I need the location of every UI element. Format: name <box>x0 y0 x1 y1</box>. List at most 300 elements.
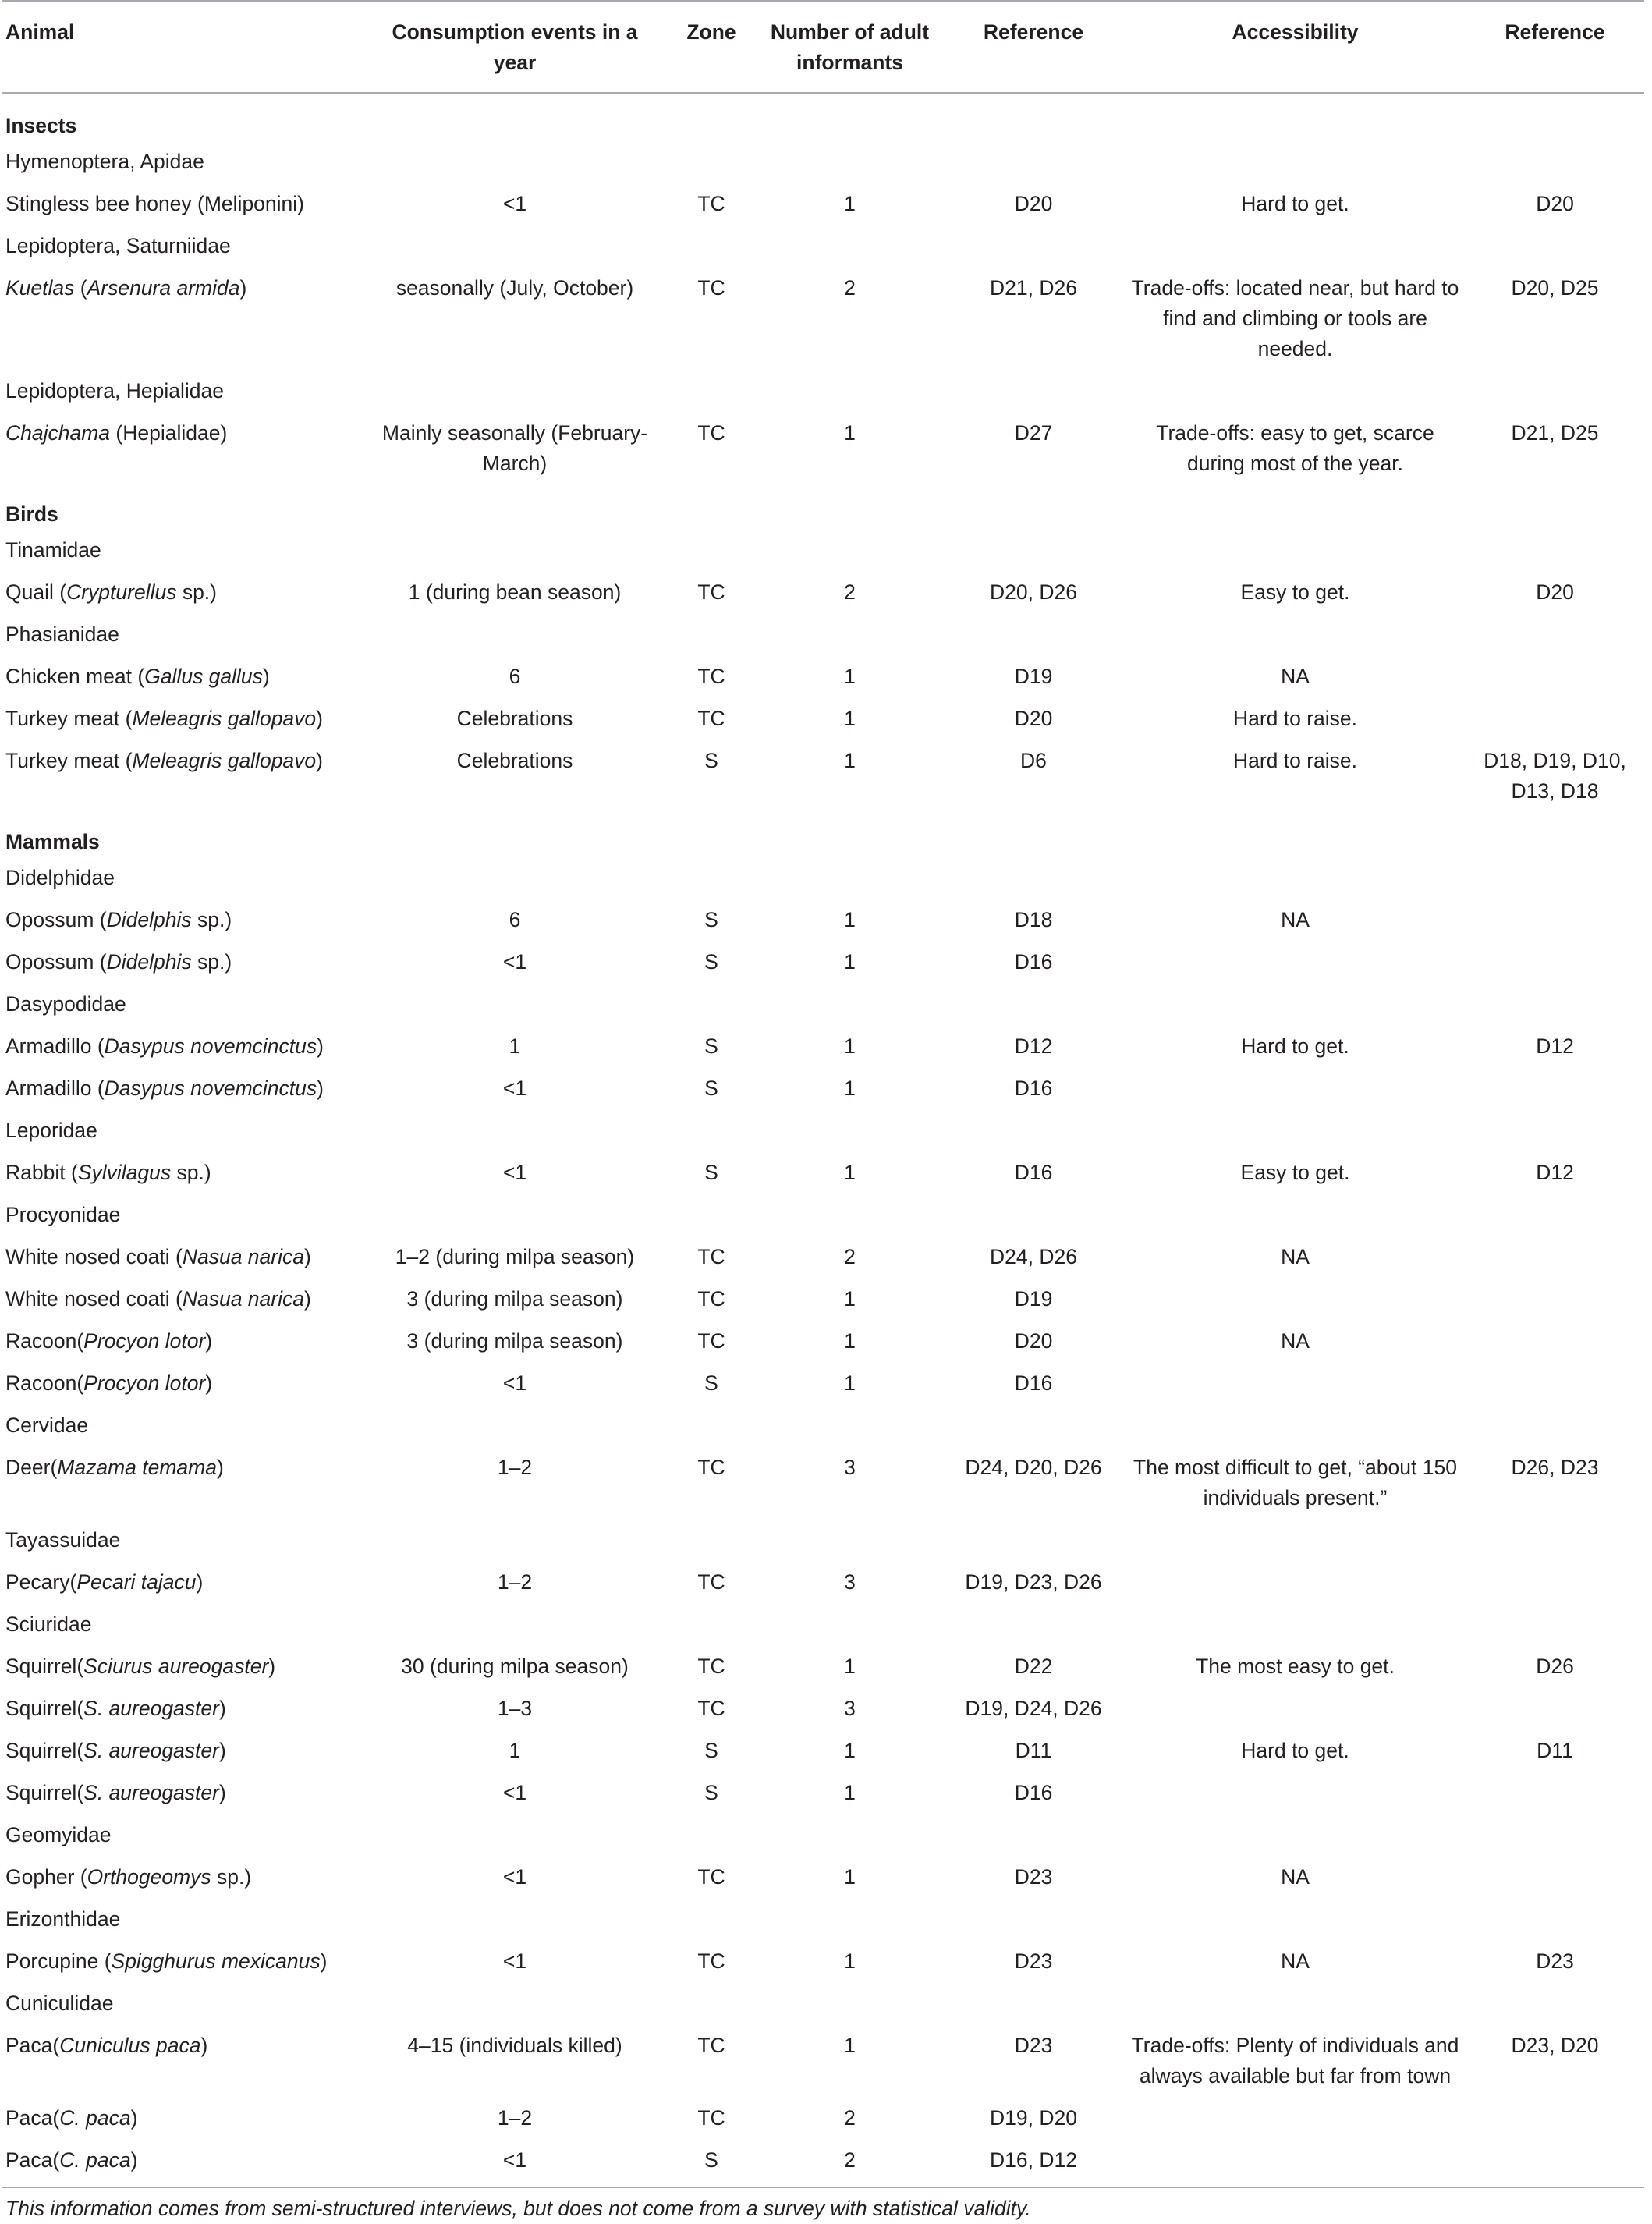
reference-cell: D23 <box>1014 1949 1053 1973</box>
accessibility-cell <box>1125 942 1466 984</box>
table-footnote: This information comes from semi-structured interviews, but does not come from a survey with statistical validity. <box>5 2197 1031 2220</box>
accessibility-cell: NA <box>1281 1865 1310 1889</box>
scientific-name: Nasua narica <box>182 1245 304 1268</box>
animal-name-text: Squirrel( <box>5 1739 84 1762</box>
family-label: Cuniculidae <box>5 1992 114 2015</box>
reference-cell: D19, D24, D26 <box>965 1697 1102 1720</box>
scientific-name: Dasypus novemcinctus <box>104 1034 317 1058</box>
animal-cell <box>2 2098 364 2140</box>
animal-name-text: Deer( <box>5 1456 58 1479</box>
zone-cell: TC <box>697 1245 725 1268</box>
header-reference-2: Reference <box>1466 1 1644 93</box>
zone-cell: S <box>704 950 718 974</box>
accessibility-cell <box>1125 1363 1466 1405</box>
animal-name-text: sp.) <box>191 908 232 931</box>
animal-cell <box>2 698 364 740</box>
reference-2-cell <box>1466 899 1644 942</box>
scientific-name: Spigghurus mexicanus <box>111 1949 321 1973</box>
table-row <box>2 1236 1644 1279</box>
animal-cell <box>2 899 364 942</box>
reference-cell: D16, D12 <box>990 2148 1077 2172</box>
table-row <box>2 1730 1644 1772</box>
table-row <box>2 1279 1644 1321</box>
reference-2-cell <box>1466 1562 1644 1604</box>
animal-name-text: ) <box>130 2148 138 2172</box>
scientific-name: Didelphis <box>106 950 192 974</box>
table-body <box>2 93 1644 2187</box>
animal-name-text: Rabbit ( <box>5 1161 78 1184</box>
animal-cell <box>2 1646 364 1688</box>
family-row <box>2 614 1644 656</box>
consumption-events-cell: <1 <box>502 1371 527 1395</box>
informants-cell: 2 <box>844 276 856 300</box>
accessibility-cell: NA <box>1281 1949 1310 1973</box>
animal-name-text: ) <box>130 2106 138 2130</box>
animal-cell <box>2 413 364 485</box>
accessibility-cell: NA <box>1281 1329 1310 1353</box>
accessibility-cell <box>1125 1772 1466 1814</box>
table-row <box>2 268 1644 371</box>
table-row <box>2 740 1644 813</box>
accessibility-cell: Easy to get. <box>1240 1161 1350 1184</box>
accessibility-cell: Trade-offs: located near, but hard to find and climbing or tools are needed. <box>1131 276 1459 360</box>
reference-cell: D16 <box>1014 950 1053 974</box>
reference-2-cell <box>1466 1772 1644 1814</box>
family-label: Dasypodidae <box>5 992 126 1016</box>
animal-cell <box>2 1068 364 1110</box>
consumption-events-cell: 1–2 <box>497 2106 533 2130</box>
animal-cell <box>2 1026 364 1068</box>
zone-cell: TC <box>697 665 725 688</box>
informants-cell: 1 <box>844 707 856 730</box>
animal-name-text: Quail ( <box>5 580 67 604</box>
scientific-name: Chajchama <box>5 421 111 445</box>
consumption-events-cell: <1 <box>502 192 527 215</box>
reference-cell: D19 <box>1014 1287 1053 1311</box>
reference-2-cell <box>1466 1857 1644 1899</box>
reference-2-cell: D23, D20 <box>1511 2034 1599 2057</box>
informants-cell: 1 <box>844 192 856 215</box>
animal-name-text: ) <box>196 1570 204 1594</box>
informants-cell: 1 <box>844 1034 856 1058</box>
consumption-events-cell: 1 <box>509 1739 521 1762</box>
animal-cell <box>2 1730 364 1772</box>
scientific-name: Nasua narica <box>182 1287 304 1311</box>
informants-cell: 1 <box>844 1287 856 1311</box>
family-row <box>2 1110 1644 1152</box>
table-row <box>2 1068 1644 1110</box>
animal-cell <box>2 1941 364 1983</box>
consumption-events-cell: 1–2 <box>497 1570 533 1594</box>
scientific-name: Arsenura armida <box>87 276 240 300</box>
animal-name-text: ) <box>216 1456 224 1479</box>
consumption-events-cell: <1 <box>502 1865 527 1889</box>
scientific-name: Procyon lotor <box>83 1371 206 1395</box>
reference-cell: D11 <box>1015 1739 1052 1762</box>
animal-name-text: sp.) <box>176 580 217 604</box>
animal-name-text: ) <box>218 1697 226 1720</box>
animal-name-text: Racoon( <box>5 1329 84 1353</box>
consumption-events-cell: Celebrations <box>456 749 573 772</box>
animal-name-text: Opossum ( <box>5 950 107 974</box>
animal-name-text: ) <box>262 665 270 688</box>
scientific-name: Pecari tajacu <box>76 1570 197 1594</box>
animal-name-text: sp.) <box>191 950 232 974</box>
reference-cell: D18 <box>1014 908 1053 931</box>
informants-cell: 1 <box>844 1655 856 1678</box>
reference-cell: D6 <box>1020 749 1047 772</box>
table-row <box>2 1363 1644 1405</box>
zone-cell: TC <box>697 1697 725 1720</box>
animal-name-text: ) <box>303 1287 311 1311</box>
informants-cell: 1 <box>844 2034 856 2057</box>
family-label: Procyonidae <box>5 1203 121 1226</box>
table-row <box>2 1026 1644 1068</box>
table-row <box>2 183 1644 225</box>
animal-name-text: Chicken meat ( <box>5 665 145 688</box>
reference-2-cell <box>1466 1688 1644 1730</box>
consumption-events-cell: 3 (during milpa season) <box>406 1287 623 1311</box>
animal-name-text: Pecary( <box>5 1570 77 1594</box>
reference-2-cell <box>1466 1279 1644 1321</box>
family-row <box>2 1604 1644 1646</box>
reference-cell: D22 <box>1014 1655 1053 1678</box>
zone-cell: TC <box>697 192 725 215</box>
table-row <box>2 899 1644 942</box>
scientific-name: Meleagris gallopavo <box>132 707 317 730</box>
accessibility-cell <box>1125 2098 1466 2140</box>
reference-cell: D19, D20 <box>990 2106 1077 2130</box>
reference-2-cell <box>1466 656 1644 698</box>
accessibility-cell: Hard to get. <box>1241 1739 1349 1762</box>
zone-cell: S <box>704 1077 718 1100</box>
consumption-events-cell: <1 <box>502 2148 527 2172</box>
informants-cell: 1 <box>844 1161 856 1184</box>
reference-cell: D20 <box>1014 707 1053 730</box>
family-label: Geomyidae <box>5 1823 112 1846</box>
table-row <box>2 1772 1644 1814</box>
informants-cell: 1 <box>844 421 856 445</box>
family-row <box>2 1405 1644 1447</box>
informants-cell: 1 <box>844 665 856 688</box>
family-label: Hymenoptera, Apidae <box>5 150 204 173</box>
family-label: Didelphidae <box>5 866 115 889</box>
animal-cell <box>2 183 364 225</box>
accessibility-cell: Trade-offs: Plenty of individuals and always available but far from town <box>1131 2034 1459 2087</box>
consumption-events-cell: seasonally (July, October) <box>395 276 634 300</box>
scientific-name: C. paca <box>59 2148 131 2172</box>
section-row <box>2 93 1644 141</box>
table-row <box>2 1941 1644 1983</box>
consumption-events-cell: 1 (during bean season) <box>408 580 622 604</box>
reference-cell: D19 <box>1014 665 1053 688</box>
consumption-events-cell: 1–2 <box>497 1456 533 1479</box>
table-row <box>2 1646 1644 1688</box>
reference-2-cell <box>1466 942 1644 984</box>
scientific-name: Procyon lotor <box>83 1329 206 1353</box>
animal-name-text: ) <box>268 1655 276 1678</box>
section-label: Insects <box>5 114 77 137</box>
informants-cell: 1 <box>844 950 856 974</box>
animal-cell <box>2 1279 364 1321</box>
informants-cell: 1 <box>844 908 856 931</box>
accessibility-cell <box>1125 1279 1466 1321</box>
consumption-table <box>2 0 1644 2188</box>
table-row <box>2 942 1644 984</box>
animal-name-text: ) <box>303 1245 311 1268</box>
scientific-name: Didelphis <box>106 908 192 931</box>
animal-cell <box>2 1236 364 1279</box>
animal-cell <box>2 1363 364 1405</box>
accessibility-cell <box>1125 2140 1466 2187</box>
informants-cell: 1 <box>844 1371 856 1395</box>
informants-cell: 2 <box>844 2106 856 2130</box>
family-label: Lepidoptera, Hepialidae <box>5 379 224 403</box>
scientific-name: Sciurus aureogaster <box>83 1655 269 1678</box>
accessibility-cell: NA <box>1281 908 1310 931</box>
accessibility-cell <box>1125 1688 1466 1730</box>
informants-cell: 3 <box>844 1697 856 1720</box>
zone-cell: TC <box>697 1570 725 1594</box>
zone-cell: TC <box>697 421 725 445</box>
reference-2-cell <box>1466 1236 1644 1279</box>
header-row <box>2 1 1644 93</box>
informants-cell: 1 <box>844 1329 856 1353</box>
reference-2-cell: D12 <box>1536 1034 1574 1058</box>
animal-name-text: ) <box>239 276 247 300</box>
informants-cell: 2 <box>844 1245 856 1268</box>
animal-name-text: ) <box>218 1781 226 1804</box>
table-row <box>2 2025 1644 2098</box>
informants-cell: 2 <box>844 580 856 604</box>
consumption-events-cell: <1 <box>502 1161 527 1184</box>
accessibility-cell: Hard to raise. <box>1232 749 1358 772</box>
reference-cell: D20, D26 <box>990 580 1077 604</box>
scientific-name: Meleagris gallopavo <box>132 749 317 772</box>
table-row <box>2 1152 1644 1194</box>
animal-name-text: Paca( <box>5 2148 60 2172</box>
header-informants: Number of adult informants <box>757 1 942 93</box>
family-row <box>2 1814 1644 1857</box>
animal-name-text: ) <box>218 1739 226 1762</box>
animal-name-text: ) <box>317 1077 324 1100</box>
table-row <box>2 2098 1644 2140</box>
accessibility-cell: The most easy to get. <box>1196 1655 1395 1678</box>
animal-cell <box>2 1447 364 1520</box>
zone-cell: TC <box>697 1329 725 1353</box>
zone-cell: S <box>704 1739 718 1762</box>
zone-cell: S <box>704 1781 718 1804</box>
consumption-events-cell: 1 <box>509 1034 521 1058</box>
zone-cell: TC <box>697 707 725 730</box>
animal-name-text: Armadillo ( <box>5 1077 105 1100</box>
zone-cell: TC <box>697 276 725 300</box>
zone-cell: TC <box>697 1949 725 1973</box>
consumption-events-cell: 3 (during milpa season) <box>406 1329 623 1353</box>
family-label: Phasianidae <box>5 623 119 646</box>
reference-2-cell: D21, D25 <box>1511 421 1599 445</box>
animal-name-text: Opossum ( <box>5 908 107 931</box>
header-consumption-events: Consumption events in a year <box>364 1 665 93</box>
reference-cell: D23 <box>1014 1865 1053 1889</box>
reference-2-cell: D11 <box>1537 1739 1573 1762</box>
animal-cell <box>2 942 364 984</box>
consumption-events-cell: <1 <box>502 1077 527 1100</box>
animal-cell <box>2 1321 364 1363</box>
consumption-events-cell: 1–3 <box>497 1697 533 1720</box>
animal-name-text: Squirrel( <box>5 1781 84 1804</box>
zone-cell: TC <box>697 2034 725 2057</box>
informants-cell: 1 <box>844 1865 856 1889</box>
consumption-events-cell: 4–15 (individuals killed) <box>407 2034 622 2057</box>
zone-cell: TC <box>697 2106 725 2130</box>
accessibility-cell: Easy to get. <box>1240 580 1350 604</box>
animal-name-text: Stingless bee honey (Meliponini) <box>5 192 304 215</box>
animal-cell <box>2 1152 364 1194</box>
scientific-name: Gallus gallus <box>144 665 263 688</box>
animal-name-text: sp.) <box>211 1865 252 1889</box>
zone-cell: TC <box>697 580 725 604</box>
family-row <box>2 1194 1644 1236</box>
consumption-events-cell: 1–2 (during milpa season) <box>395 1245 635 1268</box>
reference-cell: D16 <box>1014 1161 1053 1184</box>
consumption-events-cell: 6 <box>509 665 521 688</box>
reference-cell: D16 <box>1014 1371 1053 1395</box>
informants-cell: 1 <box>844 1077 856 1100</box>
reference-cell: D12 <box>1014 1034 1053 1058</box>
consumption-events-cell: 30 (during milpa season) <box>401 1655 629 1678</box>
reference-2-cell: D12 <box>1536 1161 1574 1184</box>
family-row <box>2 857 1644 899</box>
section-row <box>2 813 1644 857</box>
table-row <box>2 1447 1644 1520</box>
animal-cell <box>2 1562 364 1604</box>
section-label: Mammals <box>5 830 100 853</box>
animal-name-text: ) <box>320 1949 328 1973</box>
scientific-name: Mazama temama <box>57 1456 217 1479</box>
family-label: Tayassuidae <box>5 1528 121 1552</box>
animal-name-text: (Hepialidae) <box>110 421 228 445</box>
reference-2-cell <box>1466 1068 1644 1110</box>
reference-cell: D19, D23, D26 <box>965 1570 1102 1594</box>
header-animal: Animal <box>2 1 364 93</box>
family-label: Lepidoptera, Saturniidae <box>5 234 231 257</box>
zone-cell: S <box>704 908 718 931</box>
family-row <box>2 141 1644 183</box>
informants-cell: 1 <box>844 1949 856 1973</box>
animal-name-text: Porcupine ( <box>5 1949 112 1973</box>
scientific-name: Crypturellus <box>66 580 177 604</box>
family-row <box>2 371 1644 413</box>
reference-2-cell: D26, D23 <box>1511 1456 1599 1479</box>
animal-name-text: sp.) <box>171 1161 211 1184</box>
zone-cell: TC <box>697 1287 725 1311</box>
animal-name-text: ) <box>205 1329 213 1353</box>
consumption-events-cell: <1 <box>502 950 527 974</box>
animal-cell <box>2 572 364 614</box>
section-row <box>2 485 1644 530</box>
animal-cell <box>2 268 364 371</box>
table-header <box>2 1 1644 93</box>
family-label: Tinamidae <box>5 538 101 562</box>
family-row <box>2 1520 1644 1562</box>
reference-cell: D27 <box>1014 421 1053 445</box>
animal-cell <box>2 1857 364 1899</box>
animal-cell <box>2 656 364 698</box>
consumption-events-cell: <1 <box>502 1781 527 1804</box>
family-row <box>2 1983 1644 2025</box>
scientific-name: Cuniculus paca <box>59 2034 201 2057</box>
accessibility-cell <box>1125 1562 1466 1604</box>
animal-name-text: ( <box>74 276 87 300</box>
zone-cell: S <box>704 1034 718 1058</box>
reference-cell: D16 <box>1014 1781 1053 1804</box>
reference-2-cell: D20 <box>1536 192 1574 215</box>
reference-cell: D23 <box>1014 2034 1053 2057</box>
reference-2-cell <box>1466 2140 1644 2187</box>
header-reference: Reference <box>942 1 1125 93</box>
informants-cell: 3 <box>844 1456 856 1479</box>
zone-cell: S <box>704 749 718 772</box>
animal-name-text: ) <box>316 707 323 730</box>
table-row <box>2 1562 1644 1604</box>
reference-cell: D21, D26 <box>990 276 1077 300</box>
table-row <box>2 572 1644 614</box>
scientific-name: Kuetlas <box>5 276 75 300</box>
accessibility-cell: NA <box>1281 665 1310 688</box>
header-accessibility: Accessibility <box>1125 1 1466 93</box>
accessibility-cell <box>1125 1068 1466 1110</box>
animal-cell <box>2 740 364 813</box>
accessibility-cell: NA <box>1281 1245 1310 1268</box>
animal-name-text: White nosed coati ( <box>5 1245 183 1268</box>
zone-cell: S <box>704 1371 718 1395</box>
reference-cell: D24, D26 <box>990 1245 1077 1268</box>
scientific-name: Sylvilagus <box>77 1161 172 1184</box>
reference-cell: D16 <box>1014 1077 1053 1100</box>
accessibility-cell: Trade-offs: easy to get, scarce during most of the year. <box>1156 421 1434 475</box>
animal-name-text: ) <box>317 1034 324 1058</box>
table-row <box>2 1321 1644 1363</box>
animal-name-text: Paca( <box>5 2106 60 2130</box>
informants-cell: 1 <box>844 749 856 772</box>
accessibility-cell: The most difficult to get, “about 150 individuals present.” <box>1133 1456 1457 1509</box>
reference-cell: D20 <box>1014 1329 1053 1353</box>
animal-name-text: Squirrel( <box>5 1655 84 1678</box>
zone-cell: TC <box>697 1456 725 1479</box>
zone-cell: TC <box>697 1865 725 1889</box>
animal-cell <box>2 2025 364 2098</box>
consumption-events-cell: Mainly seasonally (February-March) <box>381 421 648 475</box>
animal-name-text: Racoon( <box>5 1371 84 1395</box>
informants-cell: 1 <box>844 1739 856 1762</box>
reference-2-cell <box>1466 1321 1644 1363</box>
family-label: Cervidae <box>5 1413 89 1437</box>
animal-cell <box>2 2140 364 2187</box>
table-row <box>2 413 1644 485</box>
family-row <box>2 1899 1644 1941</box>
table-row <box>2 698 1644 740</box>
animal-name-text: ) <box>200 2034 208 2057</box>
informants-cell: 2 <box>844 2148 856 2172</box>
scientific-name: S. aureogaster <box>83 1697 219 1720</box>
section-label: Birds <box>5 502 58 526</box>
reference-2-cell <box>1466 698 1644 740</box>
animal-name-text: Turkey meat ( <box>5 707 133 730</box>
animal-name-text: ) <box>205 1371 213 1395</box>
accessibility-cell: Hard to raise. <box>1232 707 1358 730</box>
family-row <box>2 225 1644 268</box>
